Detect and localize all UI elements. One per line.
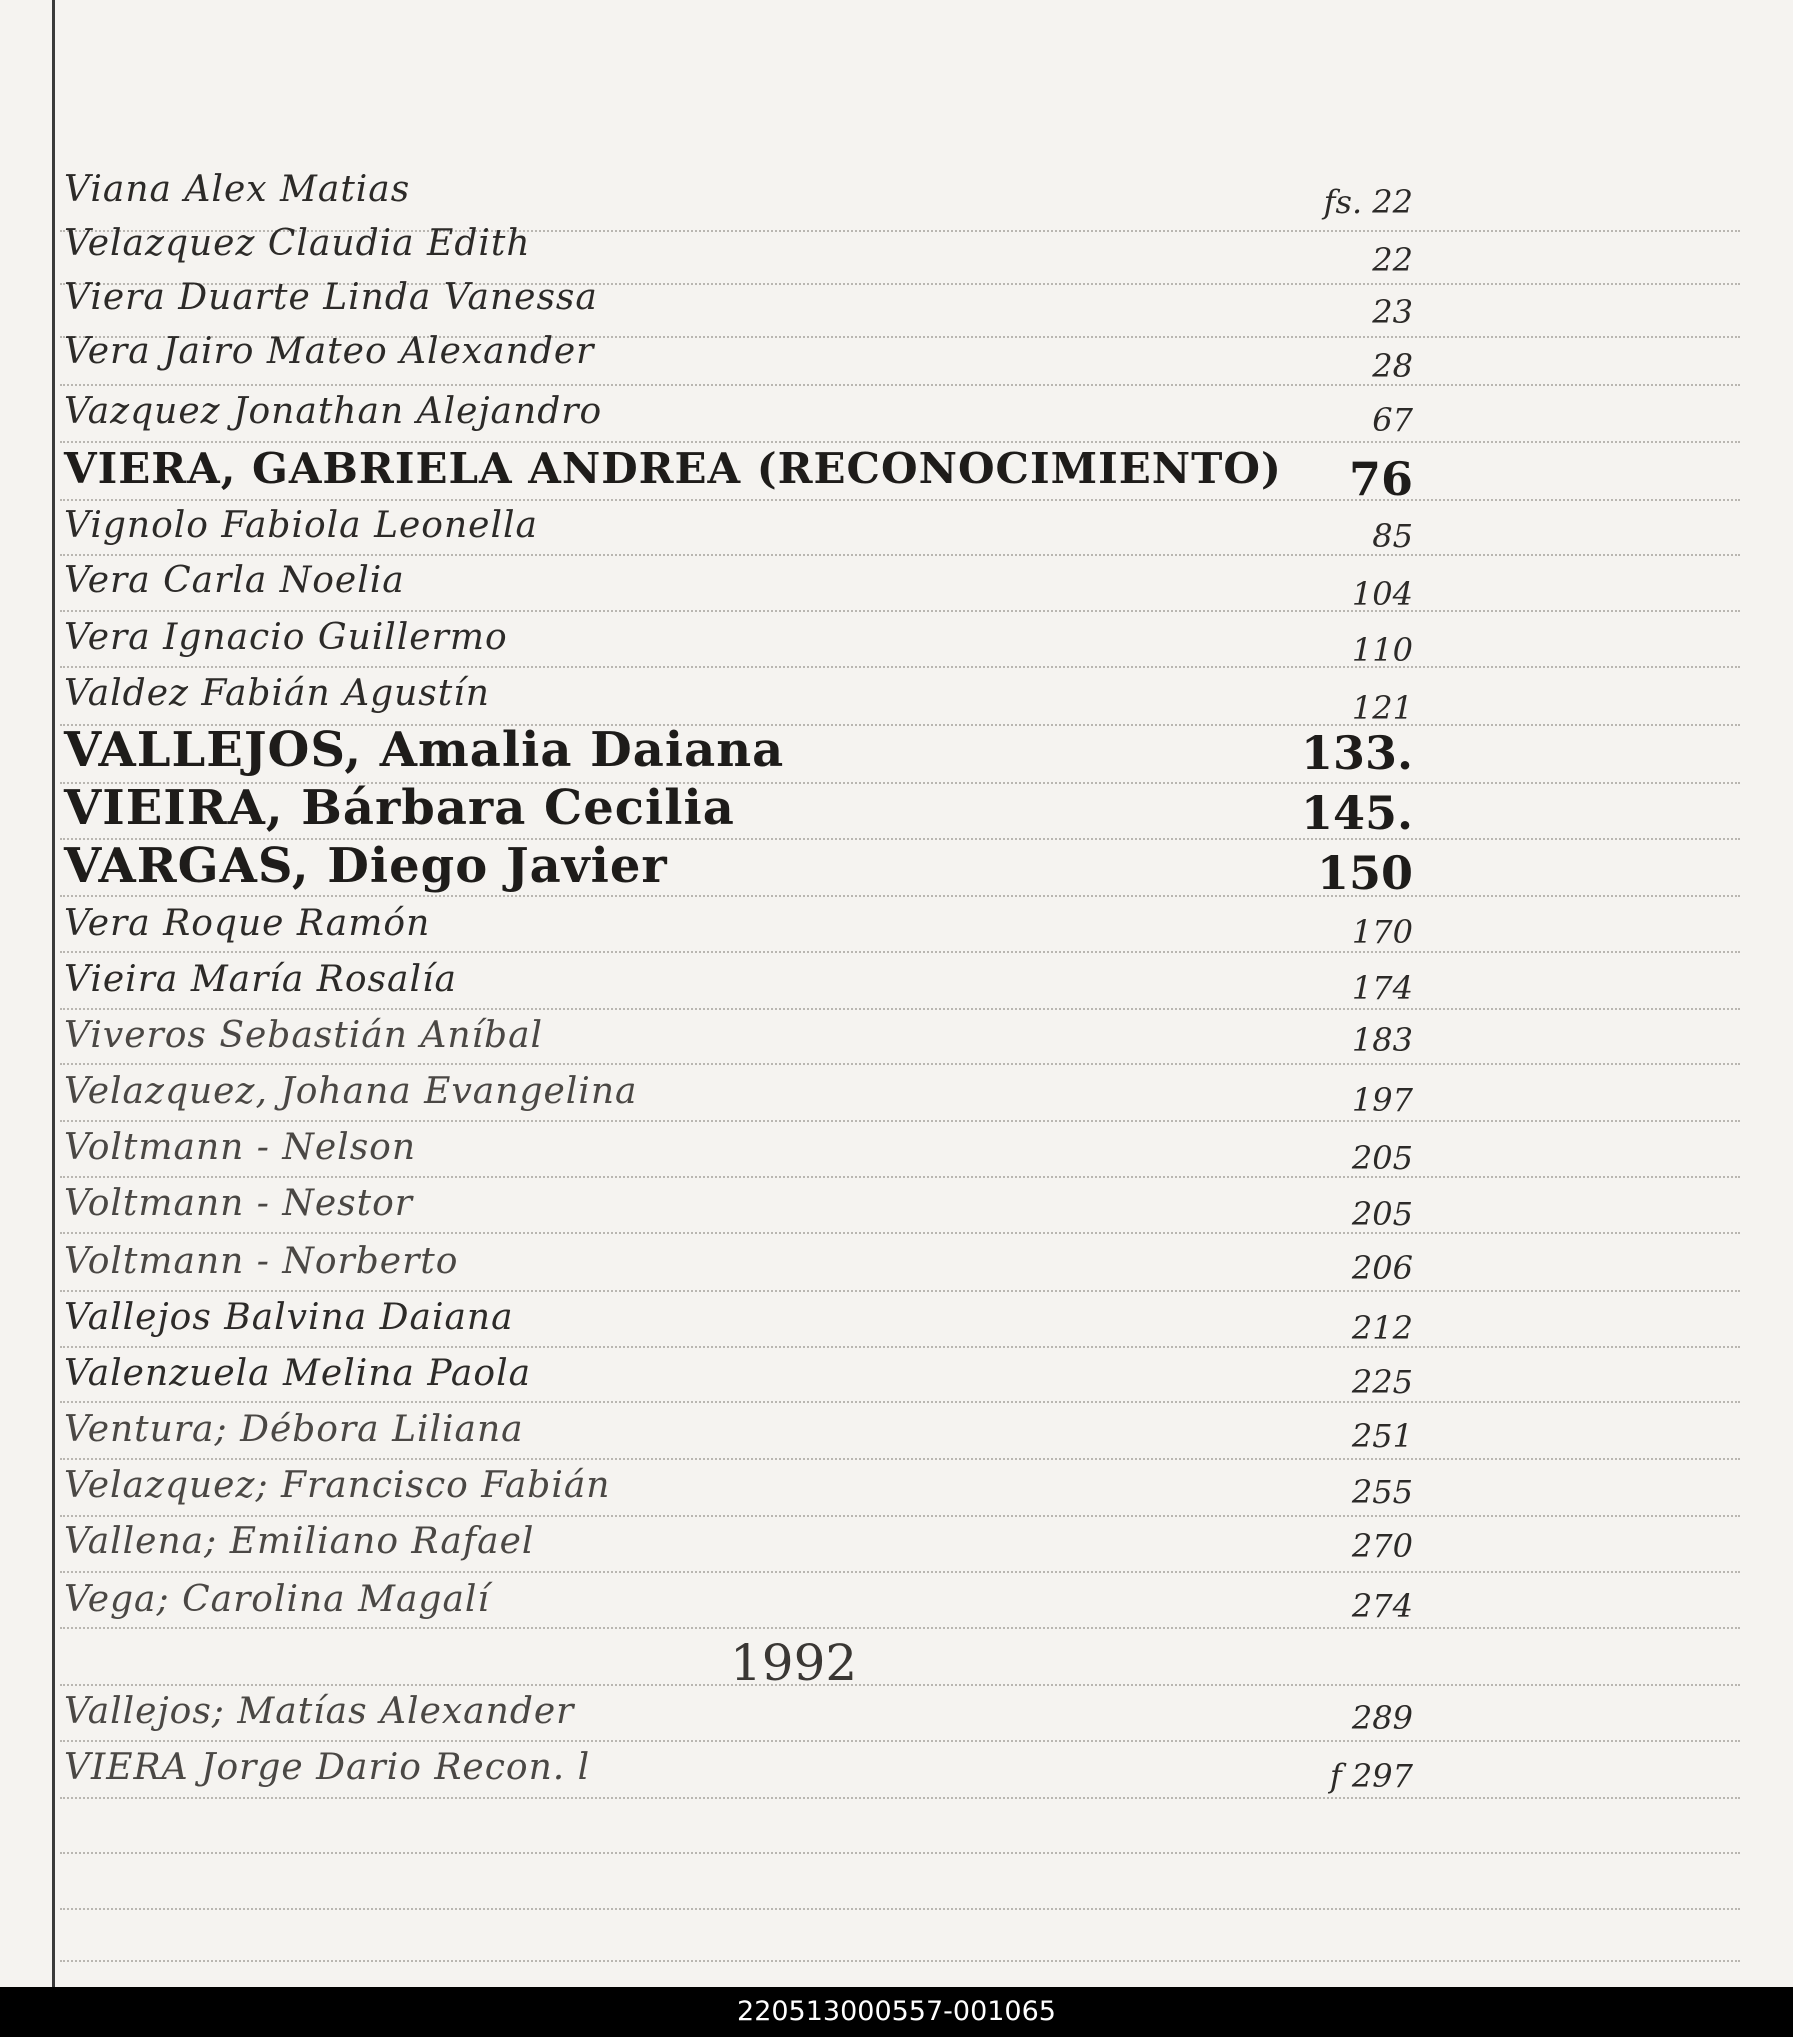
ruled-line xyxy=(60,610,1740,612)
ruled-line xyxy=(60,554,1740,556)
ruled-line xyxy=(60,1571,1740,1573)
entry-folio: 22 xyxy=(1372,241,1413,279)
ruled-line xyxy=(60,1401,1740,1403)
entry-name: Viana Alex Matias xyxy=(64,169,411,210)
ruled-line xyxy=(60,1684,1740,1686)
ruled-line xyxy=(60,666,1740,668)
document-id: 220513000557-001065 xyxy=(737,1996,1056,2027)
entry-folio: 225 xyxy=(1351,1363,1413,1401)
entry-folio: 28 xyxy=(1372,347,1413,385)
entry-name: Valenzuela Melina Paola xyxy=(64,1353,532,1394)
entry-name: Vera Jairo Mateo Alexander xyxy=(64,331,595,372)
entry-name: Vieira María Rosalía xyxy=(64,959,457,1000)
margin-rule xyxy=(52,0,55,1987)
entry-folio: 206 xyxy=(1351,1249,1413,1287)
ruled-line xyxy=(60,499,1740,501)
entry-name: Vera Ignacio Guillermo xyxy=(64,617,508,658)
entry-name: Velazquez Claudia Edith xyxy=(64,223,531,264)
entry-folio: 145. xyxy=(1300,786,1413,840)
entry-folio: f 297 xyxy=(1329,1757,1413,1795)
ruled-line xyxy=(60,1232,1740,1234)
entry-folio: 197 xyxy=(1351,1081,1413,1119)
entry-folio: 255 xyxy=(1351,1473,1413,1511)
entry-name: VALLEJOS, Amalia Daiana xyxy=(64,722,785,778)
entry-folio: 104 xyxy=(1351,575,1413,613)
entry-name: Ventura; Débora Liliana xyxy=(64,1409,524,1450)
ruled-line xyxy=(60,1346,1740,1348)
entry-folio: 274 xyxy=(1351,1587,1413,1625)
entry-folio: 170 xyxy=(1351,913,1413,951)
entry-name: Velazquez; Francisco Fabián xyxy=(64,1465,611,1506)
entry-folio: 174 xyxy=(1351,969,1413,1007)
entry-folio: 85 xyxy=(1372,517,1413,555)
entry-name: Viera Duarte Linda Vanessa xyxy=(64,277,598,318)
entry-folio: 67 xyxy=(1372,401,1413,439)
footer-bar xyxy=(0,1987,1793,2037)
entry-name: VARGAS, Diego Javier xyxy=(64,838,668,894)
entry-folio: 121 xyxy=(1351,689,1413,727)
ruled-line xyxy=(60,1290,1740,1292)
entry-folio: 76 xyxy=(1348,452,1413,506)
entry-name: Velazquez, Johana Evangelina xyxy=(64,1071,638,1112)
ruled-line xyxy=(60,1852,1740,1854)
entry-name: Vera Roque Ramón xyxy=(64,903,431,944)
entry-name: Vazquez Jonathan Alejandro xyxy=(64,391,603,432)
entry-name: Vera Carla Noelia xyxy=(64,560,405,601)
entry-name: Valdez Fabián Agustín xyxy=(64,673,490,714)
ruled-line xyxy=(60,1176,1740,1178)
ruled-line xyxy=(60,1740,1740,1742)
entry-name: Voltmann - Nelson xyxy=(64,1127,417,1168)
ruled-line xyxy=(60,1063,1740,1065)
entry-name: Vignolo Fabiola Leonella xyxy=(64,505,538,546)
entry-folio: 133. xyxy=(1300,726,1413,780)
ruled-line xyxy=(60,951,1740,953)
ruled-line xyxy=(60,895,1740,897)
ruled-line xyxy=(60,384,1740,386)
entry-folio: fs. 22 xyxy=(1323,183,1413,221)
entry-name: Vallejos Balvina Daiana xyxy=(64,1297,514,1338)
ruled-line xyxy=(60,1458,1740,1460)
entry-folio: 251 xyxy=(1351,1417,1413,1455)
entry-folio: 205 xyxy=(1351,1195,1413,1233)
ruled-line xyxy=(60,1120,1740,1122)
entry-name: Voltmann - Nestor xyxy=(64,1183,413,1224)
entry-name: Viveros Sebastián Aníbal xyxy=(64,1015,544,1056)
ruled-line xyxy=(60,1908,1740,1910)
entry-folio: 212 xyxy=(1351,1309,1413,1347)
entry-name: VIEIRA, Bárbara Cecilia xyxy=(64,780,735,836)
ruled-line xyxy=(60,1515,1740,1517)
entry-name: Voltmann - Norberto xyxy=(64,1241,459,1282)
entry-folio: 205 xyxy=(1351,1139,1413,1177)
entry-name: Vega; Carolina Magalí xyxy=(64,1579,490,1620)
entry-folio: 289 xyxy=(1351,1699,1413,1737)
ruled-line xyxy=(60,1008,1740,1010)
entry-folio: 183 xyxy=(1351,1021,1413,1059)
entry-name: Vallena; Emiliano Rafael xyxy=(64,1521,535,1562)
entry-name: VIERA, GABRIELA ANDREA (RECONOCIMIENTO) xyxy=(64,444,1282,493)
entry-folio: 150 xyxy=(1316,846,1413,900)
ruled-line xyxy=(60,441,1740,443)
ruled-line xyxy=(60,1960,1740,1962)
entry-name: Vallejos; Matías Alexander xyxy=(64,1691,575,1732)
ruled-line xyxy=(60,1797,1740,1799)
entry-name: VIERA Jorge Dario Recon. l xyxy=(64,1747,591,1788)
ruled-line xyxy=(60,1627,1740,1629)
entry-folio: 110 xyxy=(1351,631,1413,669)
year-heading: 1992 xyxy=(730,1634,858,1692)
entry-folio: 23 xyxy=(1372,293,1413,331)
entry-folio: 270 xyxy=(1351,1527,1413,1565)
